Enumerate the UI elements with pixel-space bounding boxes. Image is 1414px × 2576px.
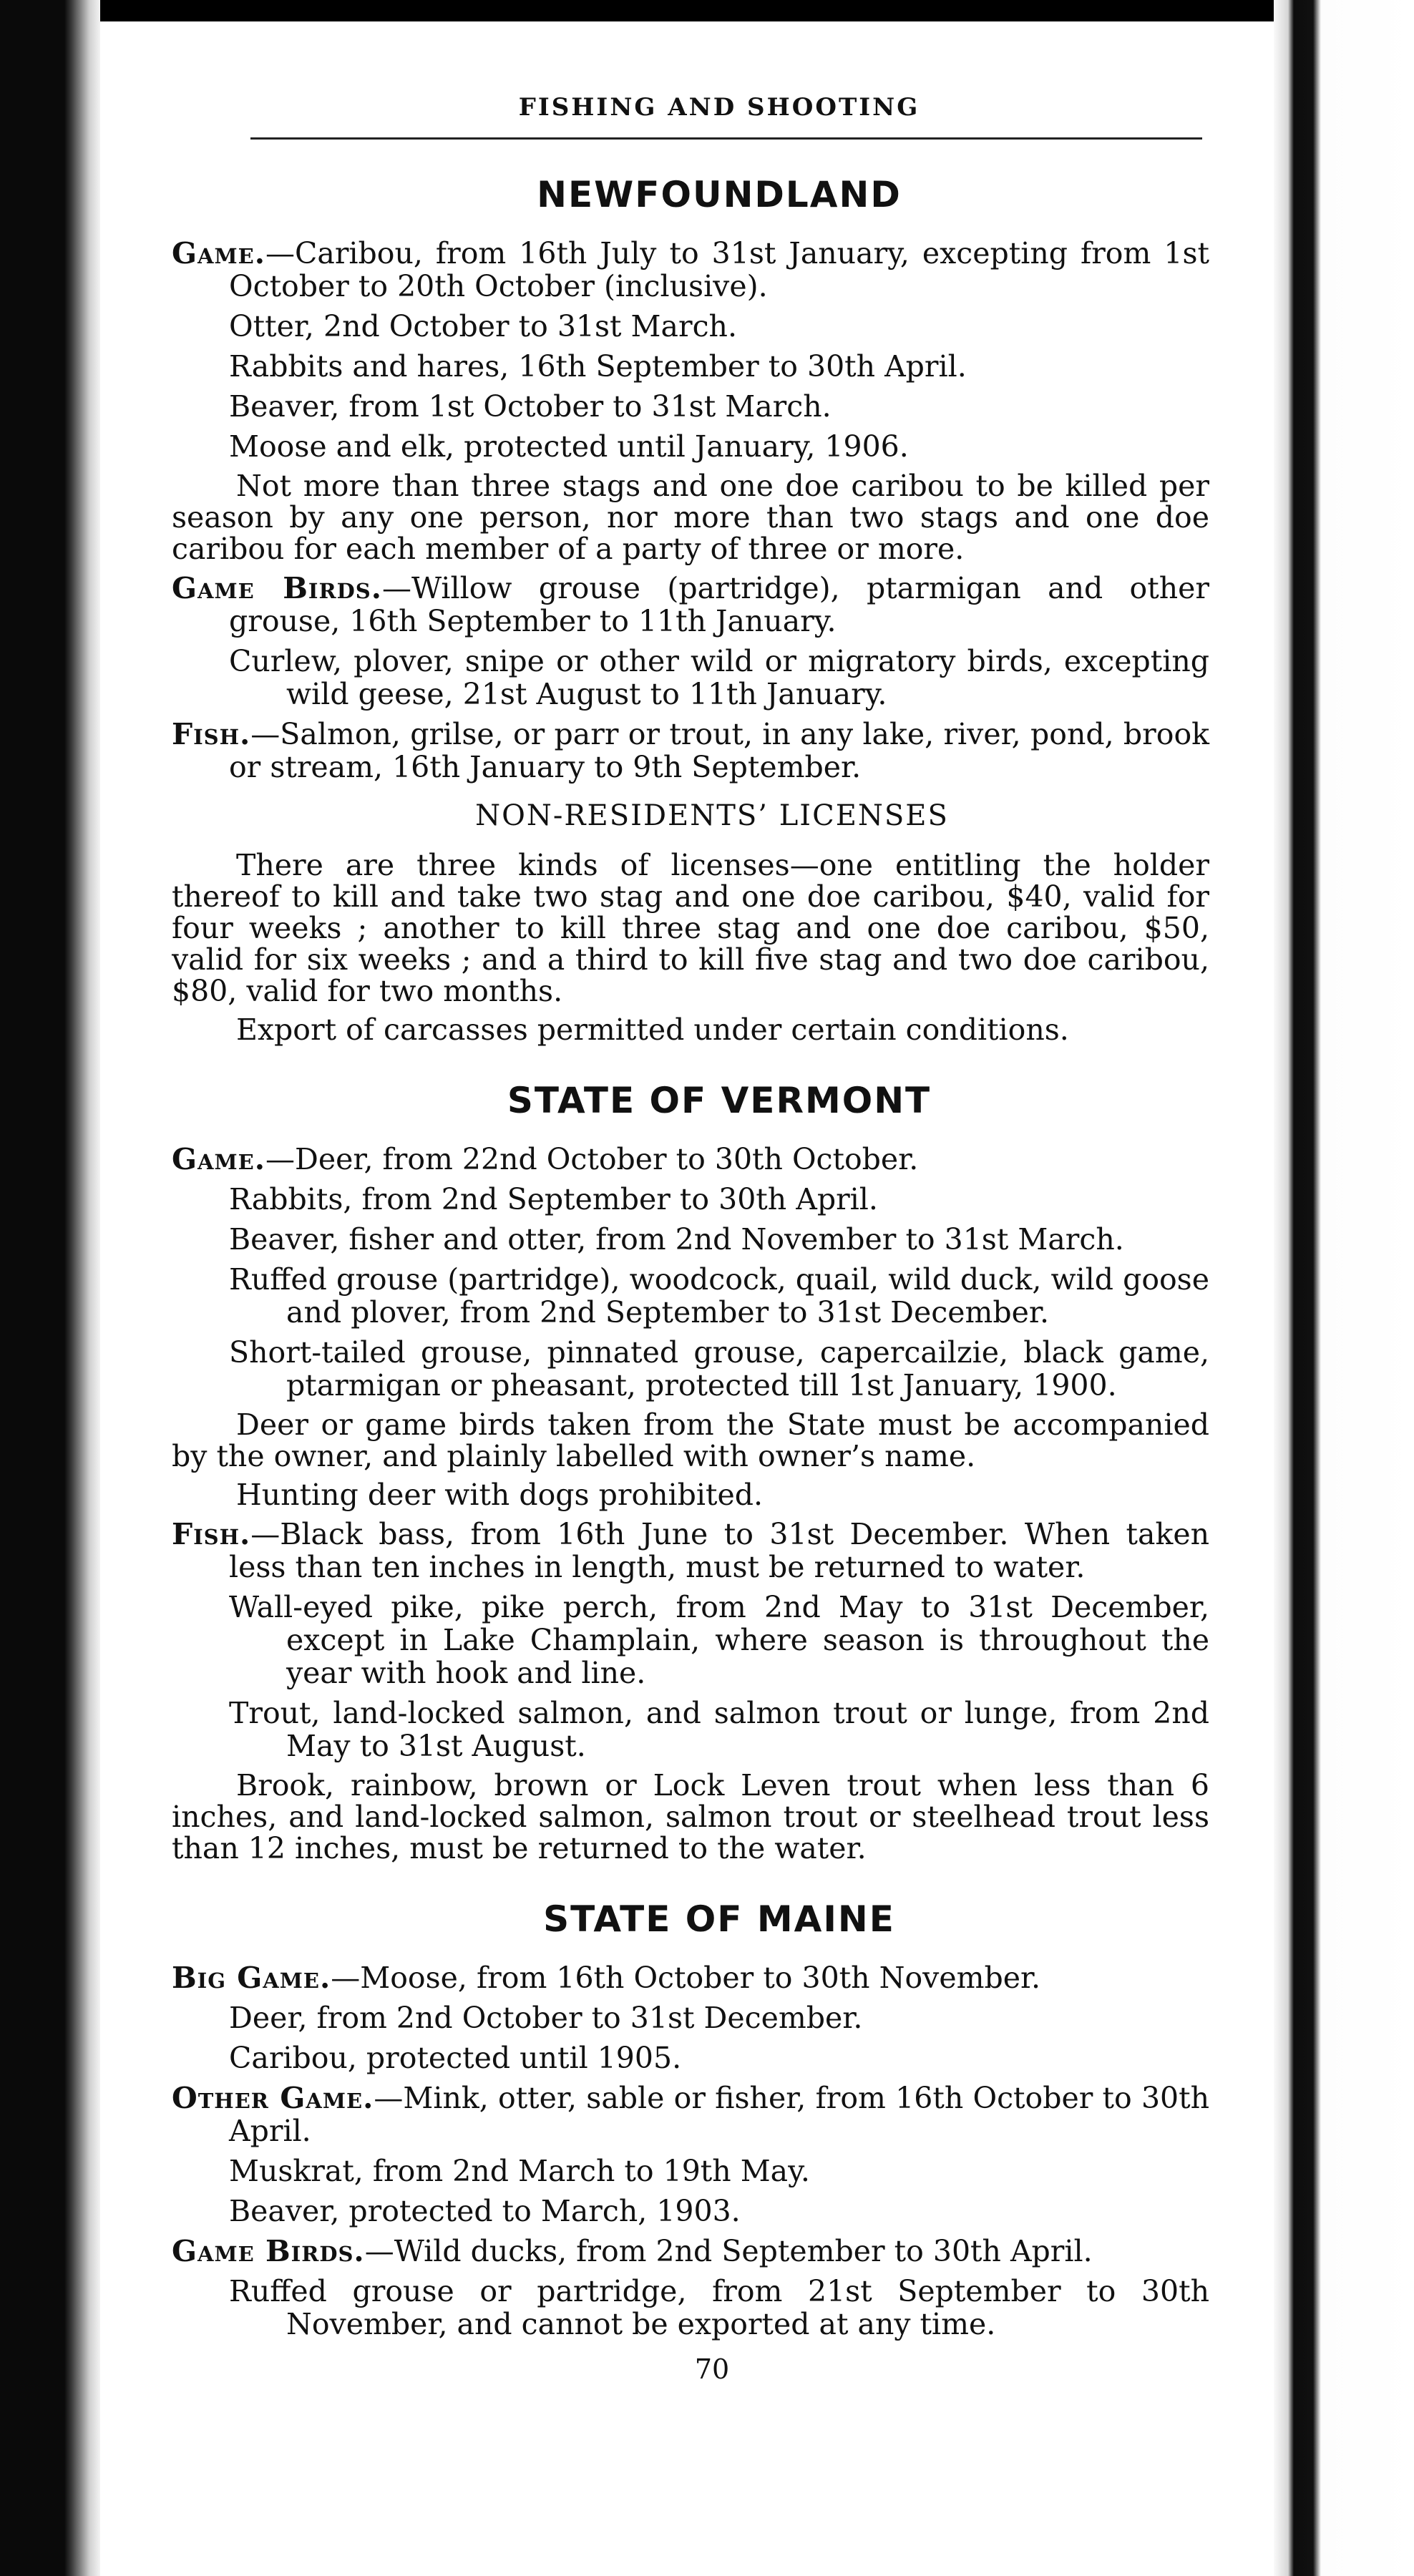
nf-game-birds-entry	[172, 572, 1209, 638]
vt-rabbits: Rabbits, from 2nd September to 30th April.	[229, 1182, 878, 1216]
nf-licenses-title: NON-RESIDENTS’ LICENSES	[475, 799, 949, 832]
vt-brook: Brook, rainbow, brown or Lock Leven trout when less than 6 inches, and land-locked salmon, salmon trout or steelhead trout less than 12 inches, must be returned to the water.	[172, 1768, 1209, 1865]
vt-trout: Trout, land-locked salmon, and salmon trout or lunge, from 2nd May to 31st August.	[229, 1696, 1209, 1763]
nf-stags: Not more than three stags and one doe caribou to be killed per season by any one person, nor more than two stags and one doe caribou for each member of a party of three or more.	[172, 469, 1209, 566]
me-deer: Deer, from 2nd October to 31st December.	[229, 2001, 863, 2035]
vt-game-label: Game.	[172, 1142, 265, 1176]
me-game-birds-text: —Wild ducks, from 2nd September to 30th April.	[364, 2234, 1093, 2268]
nf-game-birds-label: Game Birds.	[172, 571, 382, 605]
vt-fish-label: Fish.	[172, 1517, 251, 1551]
nf-fish-label: Fish.	[172, 717, 251, 751]
nf-rabbits: Rabbits and hares, 16th September to 30th April.	[229, 349, 967, 384]
me-other-game-text: —Mink, otter, sable or fisher, from 16th October to 30th April.	[229, 2081, 1210, 2148]
nf-fish-entry	[172, 718, 1209, 784]
nf-game-label: Game.	[172, 236, 265, 270]
me-ruffed: Ruffed grouse or partridge, from 21st September to 30th November, and cannot be exported at any time.	[229, 2274, 1209, 2341]
nf-licenses-text: There are three kinds of licenses—one entitling the holder thereof to kill and take two stag and one doe caribou, $40, valid for four weeks ; another to kill three stag and one doe caribou, $50, valid for six weeks ; and a third to kill five stag and two doe caribou, $80, valid for two months.	[172, 848, 1209, 1008]
vt-game-entry	[172, 1143, 1209, 1176]
vt-fish-text: —Black bass, from 16th June to 31st December. When taken less than ten inches in length, must be returned to water.	[229, 1517, 1209, 1584]
me-big-game-text: —Moose, from 16th October to 30th November.	[331, 1961, 1041, 1995]
me-game-birds-entry	[172, 2235, 1209, 2268]
scan-top-border	[0, 0, 1414, 21]
book-page	[172, 93, 1209, 2540]
running-head: FISHING AND SHOOTING	[518, 93, 920, 122]
section-title-newfoundland: NEWFOUNDLAND	[537, 174, 902, 215]
me-other-game-label: Other Game.	[172, 2081, 374, 2115]
nf-game-text: —Caribou, from 16th July to 31st January, excepting from 1st October to 20th October (inclusive).	[229, 236, 1209, 303]
vt-dogs: Hunting deer with dogs prohibited.	[236, 1478, 764, 1512]
vt-pike: Wall-eyed pike, pike perch, from 2nd May to 31st December, except in Lake Champlain, where season is throughout the year with hook and line.	[229, 1590, 1209, 1690]
section-title-maine: STATE OF MAINE	[543, 1898, 895, 1940]
section-title-vermont: STATE OF VERMONT	[507, 1080, 932, 1121]
scan-left-border	[0, 0, 100, 2576]
me-big-game-entry	[172, 1961, 1209, 1994]
nf-moose: Moose and elk, protected until January, 1906.	[229, 429, 909, 464]
nf-game-entry	[172, 237, 1209, 303]
me-other-game-entry	[172, 2082, 1209, 2147]
me-big-game-label: Big Game.	[172, 1961, 331, 1995]
me-muskrat: Muskrat, from 2nd March to 19th May.	[229, 2154, 810, 2188]
vt-fish-entry	[172, 1518, 1209, 1584]
nf-game-birds-text: —Willow grouse (partridge), ptarmigan and other grouse, 16th September to 11th January.	[229, 571, 1209, 638]
nf-export: Export of carcasses permitted under certain conditions.	[236, 1013, 1069, 1047]
me-game-birds-label: Game Birds.	[172, 2234, 365, 2268]
header-rule	[250, 137, 1202, 140]
vt-deer-note: Deer or game birds taken from the State must be accompanied by the owner, and plainly labelled with owner’s name.	[172, 1407, 1209, 1473]
nf-curlew: Curlew, plover, snipe or other wild or migratory birds, excepting wild geese, 21st August to 11th January.	[229, 644, 1209, 711]
vt-beaver: Beaver, fisher and otter, from 2nd November to 31st March.	[229, 1222, 1124, 1257]
nf-beaver: Beaver, from 1st October to 31st March.	[229, 389, 832, 424]
me-caribou: Caribou, protected until 1905.	[229, 2041, 682, 2075]
nf-otter: Otter, 2nd October to 31st March.	[229, 309, 737, 343]
vt-short-tailed: Short-tailed grouse, pinnated grouse, capercailzie, black game, ptarmigan or pheasant, protected till 1st January, 1900.	[229, 1335, 1209, 1402]
me-beaver: Beaver, protected to March, 1903.	[229, 2194, 741, 2228]
page-number: 70	[694, 2353, 730, 2385]
vt-game-text: —Deer, from 22nd October to 30th October.	[265, 1142, 919, 1176]
book-gutter	[1274, 0, 1414, 2576]
nf-fish-text: —Salmon, grilse, or parr or trout, in any lake, river, pond, brook or stream, 16th January to 9th September.	[229, 717, 1209, 784]
vt-ruffed: Ruffed grouse (partridge), woodcock, quail, wild duck, wild goose and plover, from 2nd September to 31st December.	[229, 1262, 1209, 1330]
